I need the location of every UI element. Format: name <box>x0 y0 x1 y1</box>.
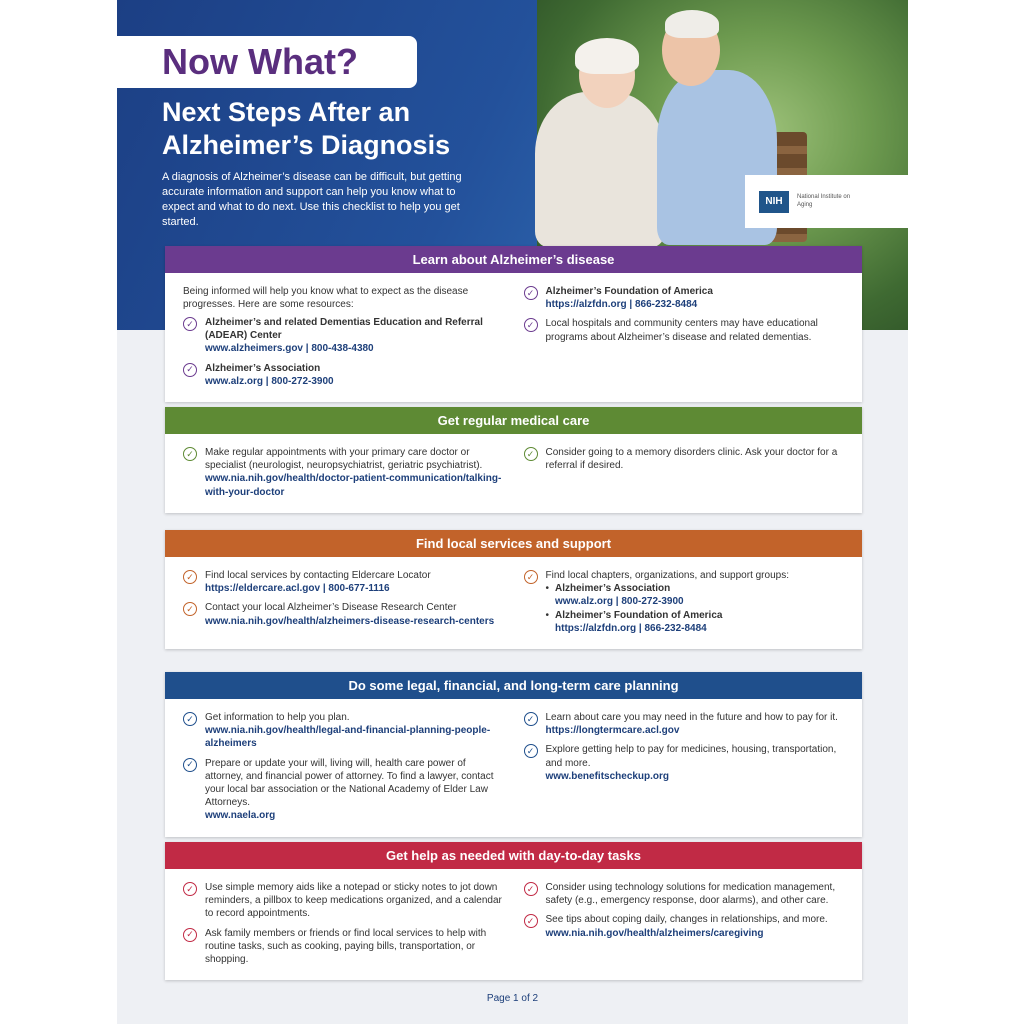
resource-link[interactable]: https://alzfdn.org | 866-232-8484 <box>545 299 698 311</box>
checklist-item: ✓ Alzheimer’s Association www.alz.org | 800-272-3900 <box>183 362 504 388</box>
section-lead: Being informed will help you know what to expect as the disease progresses. Here are some resources: <box>183 286 469 310</box>
checklist-item: ✓ Learn about care you may need in the future and how to pay for it. https://longtermcare.acl.gov <box>524 711 845 737</box>
section-learn <box>165 246 862 402</box>
section-title: Get help as needed with day-to-day tasks <box>165 842 862 869</box>
section-legal <box>165 672 862 837</box>
check-circle-icon: ✓ <box>183 602 197 616</box>
section-daily <box>165 842 862 980</box>
checklist-item: ✓ Contact your local Alzheimer’s Disease Research Center www.nia.nih.gov/health/alzheimers-disease-research-centers <box>183 601 504 627</box>
page-number: Page 1 of 2 <box>486 993 539 1004</box>
check-circle-icon: ✓ <box>524 712 538 726</box>
resource-link[interactable]: www.nia.nih.gov/health/legal-and-financial-planning-people-alzheimers <box>205 725 491 750</box>
check-circle-icon: ✓ <box>524 286 538 300</box>
nih-logo-box <box>745 175 908 228</box>
checklist-item: ✓ Consider going to a memory disorders clinic. Ask your doctor for a referral if desired. <box>524 446 845 472</box>
resource-link[interactable]: www.alzheimers.gov | 800-438-4380 <box>205 343 374 355</box>
checklist-item: ✓ Find local chapters, organizations, and support groups: • Alzheimer’s Association www.alz.org | 800-272-3900 • Alzheimer’s Foundation of America https://alzfdn.org | 866-232-8484 <box>524 569 845 635</box>
checklist-item: ✓ Local hospitals and community centers may have educational programs about Alzheimer’s disease and related dementias. <box>524 317 845 343</box>
checklist-item: ✓ Consider using technology solutions for medication management, safety (e.g., emergency response, door alarms), and other care. <box>524 881 845 907</box>
checklist-item: ✓ Alzheimer’s Foundation of America https://alzfdn.org | 866-232-8484 <box>524 285 845 311</box>
section-local <box>165 530 862 649</box>
resource-link[interactable]: https://longtermcare.acl.gov <box>545 725 680 737</box>
resource-link[interactable]: https://alzfdn.org | 866-232-8484 <box>555 622 707 634</box>
checklist-item: ✓ Prepare or update your will, living will, health care power of attorney, and financial power of attorney. To find a lawyer, contact your local bar association or the National Academy of Elder Law Attorneys. www.naela.org <box>183 757 504 823</box>
check-circle-icon: ✓ <box>524 318 538 332</box>
check-circle-icon: ✓ <box>183 712 197 726</box>
intro-text: A diagnosis of Alzheimer’s disease can be difficult, but getting accurate information and support can help you know what to expect and what to do next. Use this checklist to help you get started. <box>162 171 462 228</box>
checklist-item: ✓ Ask family members or friends or find local services to help with routine tasks, such as cooking, paying bills, transportation, or shopping. <box>183 927 504 967</box>
bullet-icon: • <box>545 609 550 621</box>
check-circle-icon: ✓ <box>183 570 197 584</box>
bullet-item: • Alzheimer’s Foundation of America https://alzfdn.org | 866-232-8484 <box>545 609 723 634</box>
page-subtitle: Next Steps After an Alzheimer’s Diagnosis <box>162 97 451 160</box>
check-circle-icon: ✓ <box>524 882 538 896</box>
check-circle-icon: ✓ <box>524 744 538 758</box>
checklist-item: ✓ Make regular appointments with your primary care doctor or specialist (neurologist, neuropsychiatrist, geriatric psychiatrist). www.nia.nih.gov/health/doctor-patient-communication/talking-with-your-doctor <box>183 446 504 499</box>
section-title: Find local services and support <box>165 530 862 557</box>
title-box <box>117 36 417 88</box>
check-circle-icon: ✓ <box>183 928 197 942</box>
checklist-item: ✓ Use simple memory aids like a notepad or sticky notes to jot down reminders, a pillbox to keep medications organized, and a calendar to record appointments. <box>183 881 504 921</box>
resource-link[interactable]: https://eldercare.acl.gov | 800-677-1116 <box>205 583 390 595</box>
nih-name: National Institute on Aging <box>797 194 851 208</box>
resource-link[interactable]: www.nia.nih.gov/health/alzheimers-disease-research-centers <box>205 615 495 627</box>
checklist-item: ✓ Get information to help you plan. www.nia.nih.gov/health/legal-and-financial-planning-people-alzheimers <box>183 711 504 751</box>
section-title: Learn about Alzheimer’s disease <box>165 246 862 273</box>
check-circle-icon: ✓ <box>524 447 538 461</box>
check-circle-icon: ✓ <box>183 363 197 377</box>
checklist-item: ✓ Alzheimer’s and related Dementias Education and Referral (ADEAR) Center www.alzheimers.gov | 800-438-4380 <box>183 316 504 356</box>
section-medical <box>165 407 862 513</box>
bullet-item: • Alzheimer’s Association www.alz.org | 800-272-3900 <box>545 583 684 608</box>
nih-logo-icon: NIH <box>759 191 789 213</box>
fact-sheet <box>117 0 908 1024</box>
resource-link[interactable]: www.nia.nih.gov/health/alzheimers/caregiving <box>545 927 764 939</box>
section-title: Do some legal, financial, and long-term care planning <box>165 672 862 699</box>
resource-link[interactable]: www.nia.nih.gov/health/doctor-patient-communication/talking-with-your-doctor <box>205 473 502 498</box>
check-circle-icon: ✓ <box>183 317 197 331</box>
bullet-icon: • <box>545 583 550 595</box>
resource-link[interactable]: www.alz.org | 800-272-3900 <box>555 596 684 608</box>
check-circle-icon: ✓ <box>183 447 197 461</box>
check-circle-icon: ✓ <box>183 882 197 896</box>
page-title: Now What? <box>162 41 358 82</box>
checklist-item: ✓ Explore getting help to pay for medicines, housing, transportation, and more. www.benefitscheckup.org <box>524 743 845 783</box>
checklist-item: ✓ See tips about coping daily, changes in relationships, and more. www.nia.nih.gov/health/alzheimers/caregiving <box>524 913 845 939</box>
check-circle-icon: ✓ <box>524 570 538 584</box>
resource-link[interactable]: www.alz.org | 800-272-3900 <box>205 375 334 387</box>
check-circle-icon: ✓ <box>524 914 538 928</box>
resource-link[interactable]: www.benefitscheckup.org <box>545 770 670 782</box>
resource-link[interactable]: www.naela.org <box>205 810 276 822</box>
check-circle-icon: ✓ <box>183 758 197 772</box>
section-title: Get regular medical care <box>165 407 862 434</box>
checklist-item: ✓ Find local services by contacting Eldercare Locator https://eldercare.acl.gov | 800-677-1116 <box>183 569 504 595</box>
